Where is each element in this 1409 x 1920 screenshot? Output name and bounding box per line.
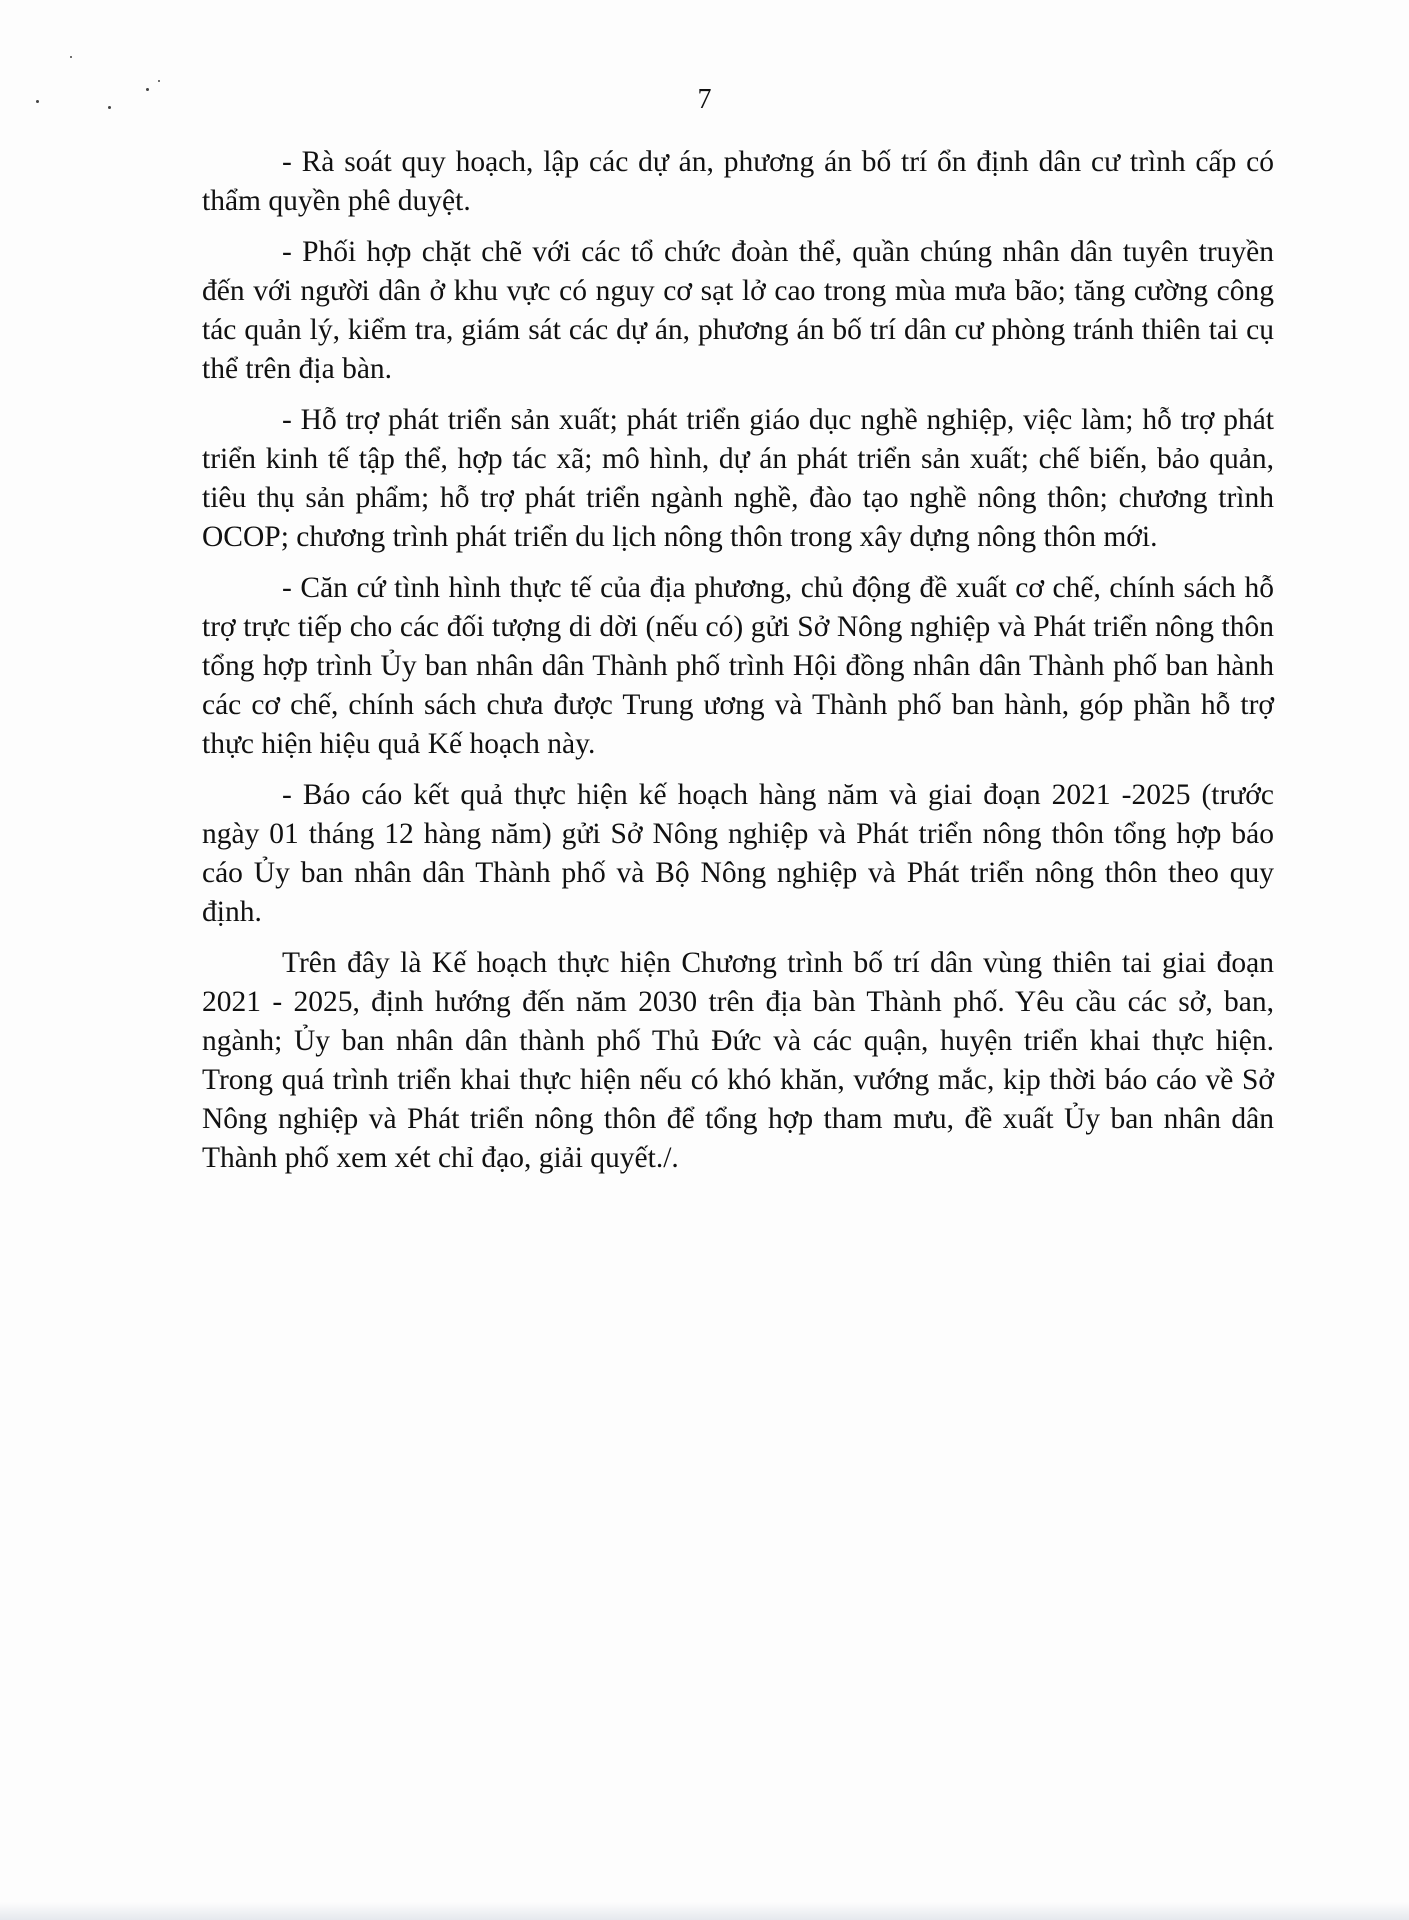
paragraph-production-support: - Hỗ trợ phát triển sản xuất; phát triển giáo dục nghề nghiệp, việc làm; hỗ trợ phát triển kinh tế tập thể, hợp tác xã; mô hình, dự án phát triển sản xuất; chế biến, bảo quản, tiêu thụ sản phẩm; hỗ trợ phát triển ngành nghề, đào tạo nghề nông thôn; chương trình OCOP; chương trình phát triển du lịch nông thôn trong xây dựng nông thôn mới. bbox=[202, 404, 1274, 553]
paragraph-review-planning: - Rà soát quy hoạch, lập các dự án, phương án bố trí ổn định dân cư trình cấp có thẩm quyền phê duyệt. bbox=[202, 146, 1274, 217]
paragraph-coordinate-propaganda: - Phối hợp chặt chẽ với các tổ chức đoàn thể, quần chúng nhân dân tuyên truyền đến với người dân ở khu vực có nguy cơ sạt lở cao trong mùa mưa bão; tăng cường công tác quản lý, kiểm tra, giám sát các dự án, phương án bố trí dân cư phòng tránh thiên tai cụ thể trên địa bàn. bbox=[202, 236, 1274, 385]
paragraph-reporting: - Báo cáo kết quả thực hiện kế hoạch hàng năm và giai đoạn 2021 -2025 (trước ngày 01 tháng 12 hàng năm) gửi Sở Nông nghiệp và Phát triển nông thôn tổng hợp báo cáo Ủy ban nhân dân Thành phố và Bộ Nông nghiệp và Phát triển nông thôn theo quy định. bbox=[202, 779, 1274, 928]
document-body bbox=[202, 143, 1274, 1190]
scan-edge-noise bbox=[0, 1902, 1409, 1920]
scan-speck bbox=[70, 56, 72, 58]
paragraph-conclusion: Trên đây là Kế hoạch thực hiện Chương trình bố trí dân vùng thiên tai giai đoạn 2021 - 2025, định hướng đến năm 2030 trên địa bàn Thành phố. Yêu cầu các sở, ban, ngành; Ủy ban nhân dân thành phố Thủ Đức và các quận, huyện triển khai thực hiện. Trong quá trình triển khai thực hiện nếu có khó khăn, vướng mắc, kịp thời báo cáo về Sở Nông nghiệp và Phát triển nông thôn để tổng hợp tham mưu, đề xuất Ủy ban nhân dân Thành phố xem xét chỉ đạo, giải quyết./. bbox=[202, 947, 1274, 1174]
page-number: 7 bbox=[697, 84, 712, 115]
paragraph-policy-proposal: - Căn cứ tình hình thực tế của địa phương, chủ động đề xuất cơ chế, chính sách hỗ trợ trực tiếp cho các đối tượng di dời (nếu có) gửi Sở Nông nghiệp và Phát triển nông thôn tổng hợp trình Ủy ban nhân dân Thành phố trình Hội đồng nhân dân Thành phố ban hành các cơ chế, chính sách chưa được Trung ương và Thành phố ban hành, góp phần hỗ trợ thực hiện hiệu quả Kế hoạch này. bbox=[202, 572, 1274, 760]
